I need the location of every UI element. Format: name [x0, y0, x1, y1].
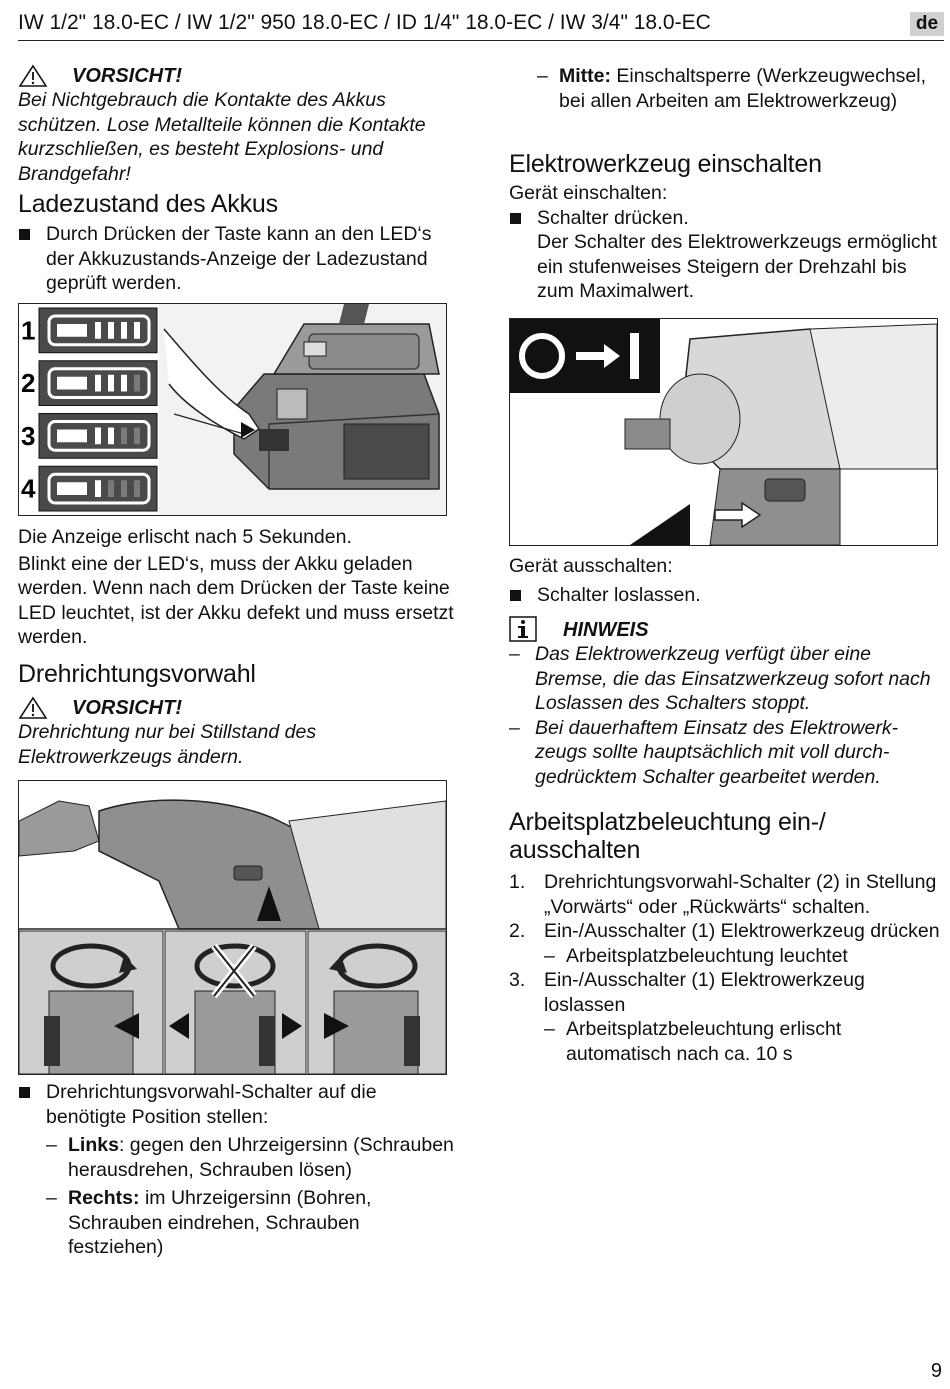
bullet-square-icon	[19, 1087, 30, 1098]
direction-switch-figure	[18, 780, 447, 1075]
note-list	[509, 642, 944, 789]
warning-title: VORSICHT!	[72, 697, 182, 719]
note-text: Das Elektrowerkzeug verfügt über eine Bremse, die das Einsatzwerkzeug sofort nach Loslassen des Schalters stoppt.	[535, 643, 931, 714]
section-switch-on	[509, 150, 939, 304]
level-number: 1	[21, 315, 36, 346]
warning-triangle-icon	[18, 64, 48, 88]
led-level-row	[21, 414, 157, 459]
option-text: im Uhrzeigersinn (Bohren, Schrauben eindrehen, Schrauben festziehen)	[68, 1187, 372, 1258]
note-title: HINWEIS	[563, 619, 649, 641]
section-switch-off	[509, 554, 939, 607]
bullet-item	[509, 206, 939, 231]
led-lit	[121, 375, 127, 392]
battery-icon	[57, 324, 87, 337]
step-number: 2.	[509, 920, 526, 942]
bullet-square-icon	[19, 229, 30, 240]
led-lit	[108, 322, 114, 339]
step-number: 3.	[509, 969, 526, 991]
section-charge-state	[18, 190, 448, 296]
step-number: 1.	[509, 871, 526, 893]
step-text: Drehrichtungsvorwahl-Schalter (2) in Stellung „Vorwärts“ oder „Rückwärts“ schalten.	[544, 871, 937, 918]
panel-right-rotation	[308, 931, 446, 1074]
section-work-light	[509, 808, 944, 1066]
option-left: – Links: gegen den Uhrzeigersinn (Schrauben herausdrehen, Schrauben lösen)	[46, 1134, 454, 1181]
led-lit	[108, 375, 114, 392]
step-item	[509, 919, 944, 944]
battery-icon	[57, 430, 87, 443]
led-blink-note: Blinkt eine der LED‘s, muss der Akku geladen werden. Wenn nach dem Drücken der Taste keine LED leuchtet, ist der Akku defekt und muss ersetzt werden.	[18, 552, 454, 648]
led-off	[108, 480, 114, 497]
panel-left-rotation	[19, 931, 163, 1074]
warning-block-battery	[18, 64, 458, 186]
bullet-detail: Der Schalter des Elektrowerkzeugs ermöglicht ein stufenweises Steigern der Drehzahl bis zum Maximalwert.	[537, 231, 937, 302]
note-block	[509, 616, 944, 789]
led-lit	[95, 375, 101, 392]
led-lit	[95, 480, 101, 497]
direction-instructions	[18, 1080, 458, 1260]
section-direction	[18, 660, 458, 769]
step-result-text: Arbeitsplatzbeleuchtung erlischt automatisch nach ca. 10 s	[566, 1018, 842, 1065]
battery-indicator-figure	[18, 303, 447, 516]
led-off	[134, 375, 140, 392]
step-item	[509, 870, 944, 919]
bullet-item	[509, 583, 939, 608]
led-off	[121, 480, 127, 497]
switch-on-illustration	[510, 319, 937, 545]
bullet-square-icon	[510, 213, 521, 224]
bullet-item	[18, 222, 448, 296]
led-level-row	[21, 361, 157, 406]
info-icon	[509, 616, 537, 642]
option-middle: – Mitte: Einschaltsperre (Werkzeugwechsel, bei allen Arbeiten am Elektrowerkzeug)	[537, 65, 927, 112]
led-lit	[95, 322, 101, 339]
language-badge: de	[910, 12, 944, 36]
battery-icon	[57, 377, 87, 390]
step-result: – Arbeitsplatzbeleuchtung erlischt automatisch nach ca. 10 s	[544, 1018, 842, 1065]
intro-text: Gerät einschalten:	[509, 182, 668, 204]
section-heading: Ladezustand des Akkus	[18, 190, 278, 218]
level-number: 3	[21, 420, 36, 451]
bullet-text: Drehrichtungsvorwahl-Schalter auf die benötigte Position stellen:	[46, 1081, 377, 1128]
led-lit	[108, 428, 114, 445]
intro-text: Gerät ausschalten:	[509, 555, 673, 577]
led-lit	[95, 428, 101, 445]
level-number: 2	[21, 368, 36, 399]
battery-illustration	[19, 304, 446, 515]
step-result-text: Arbeitsplatzbeleuchtung leuchtet	[566, 944, 848, 967]
level-number: 4	[21, 473, 36, 504]
led-lit	[121, 322, 127, 339]
warning-title: VORSICHT!	[72, 65, 182, 87]
led-level-row	[21, 466, 157, 511]
bullet-text: Schalter loslassen.	[537, 583, 701, 606]
note-item: – Bei dauerhaftem Einsatz des Elektrowerk-zeugs sollte hauptsächlich mit voll durch-gedrücktem Schalter gearbeitet werden.	[509, 716, 899, 788]
display-off-note: Die Anzeige erlischt nach 5 Sekunden.	[18, 526, 352, 548]
note-item: – Das Elektrowerkzeug verfügt über eine Bremse, die das Einsatzwerkzeug sofort nach Loslassen des Schalters stoppt.	[509, 643, 931, 714]
option-label: Rechts:	[68, 1187, 140, 1209]
panel-lock	[165, 931, 306, 1074]
step-text: Ein-/Ausschalter (1) Elektrowerkzeug loslassen	[544, 969, 865, 1016]
page-header	[18, 10, 944, 41]
step-result: – Arbeitsplatzbeleuchtung leuchtet	[544, 944, 848, 967]
led-off	[134, 480, 140, 497]
option-label: Mitte:	[559, 65, 611, 87]
direction-switch-illustration	[19, 781, 446, 1074]
section-heading: Arbeitsplatzbeleuchtung ein-/ ausschalten	[509, 808, 826, 864]
option-right: – Rechts: im Uhrzeigersinn (Bohren, Schrauben eindrehen, Schrauben festziehen)	[46, 1187, 372, 1258]
bullet-square-icon	[510, 590, 521, 601]
bullet-text: Durch Drücken der Taste kann an den LED‘s der Akkuzustands-Anzeige der Ladezustand geprüft werden.	[46, 223, 432, 294]
warning-text: Bei Nichtgebrauch die Kontakte des Akkus schützen. Lose Metallteile können die Kontakte kurzschließen, es besteht Explosions- und Brandgefahr!	[18, 89, 426, 185]
switch-on-figure	[509, 318, 938, 546]
option-text: Einschaltsperre (Werkzeugwechsel, bei allen Arbeiten am Elektrowerkzeug)	[559, 65, 927, 112]
led-off	[134, 428, 140, 445]
step-text: Ein-/Ausschalter (1) Elektrowerkzeug drücken	[544, 920, 940, 942]
option-label: Links	[68, 1134, 119, 1156]
bullet-item	[18, 1080, 458, 1129]
bullet-text: Schalter drücken.	[537, 206, 689, 229]
document-title: IW 1/2" 18.0-EC / IW 1/2" 950 18.0-EC / ID 1/4" 18.0-EC / IW 3/4" 18.0-EC	[18, 11, 711, 34]
charge-notes	[18, 525, 458, 650]
step-list	[509, 870, 944, 1066]
led-off	[121, 428, 127, 445]
option-text: : gegen den Uhrzeigersinn (Schrauben herausdrehen, Schrauben lösen)	[68, 1134, 454, 1181]
led-level-row	[21, 308, 157, 353]
page-number: 9	[930, 1360, 942, 1382]
warning-triangle-icon	[18, 696, 48, 720]
warning-text: Drehrichtung nur bei Stillstand des Elektrowerkzeugs ändern.	[18, 721, 317, 768]
battery-icon	[57, 482, 87, 495]
step-item	[509, 968, 944, 1017]
led-lit	[134, 322, 140, 339]
note-text: Bei dauerhaftem Einsatz des Elektrowerk-zeugs sollte hauptsächlich mit voll durch-gedrücktem Schalter gearbeitet werden.	[535, 716, 899, 788]
section-heading: Drehrichtungsvorwahl	[18, 660, 256, 688]
section-heading: Elektrowerkzeug einschalten	[509, 150, 822, 178]
